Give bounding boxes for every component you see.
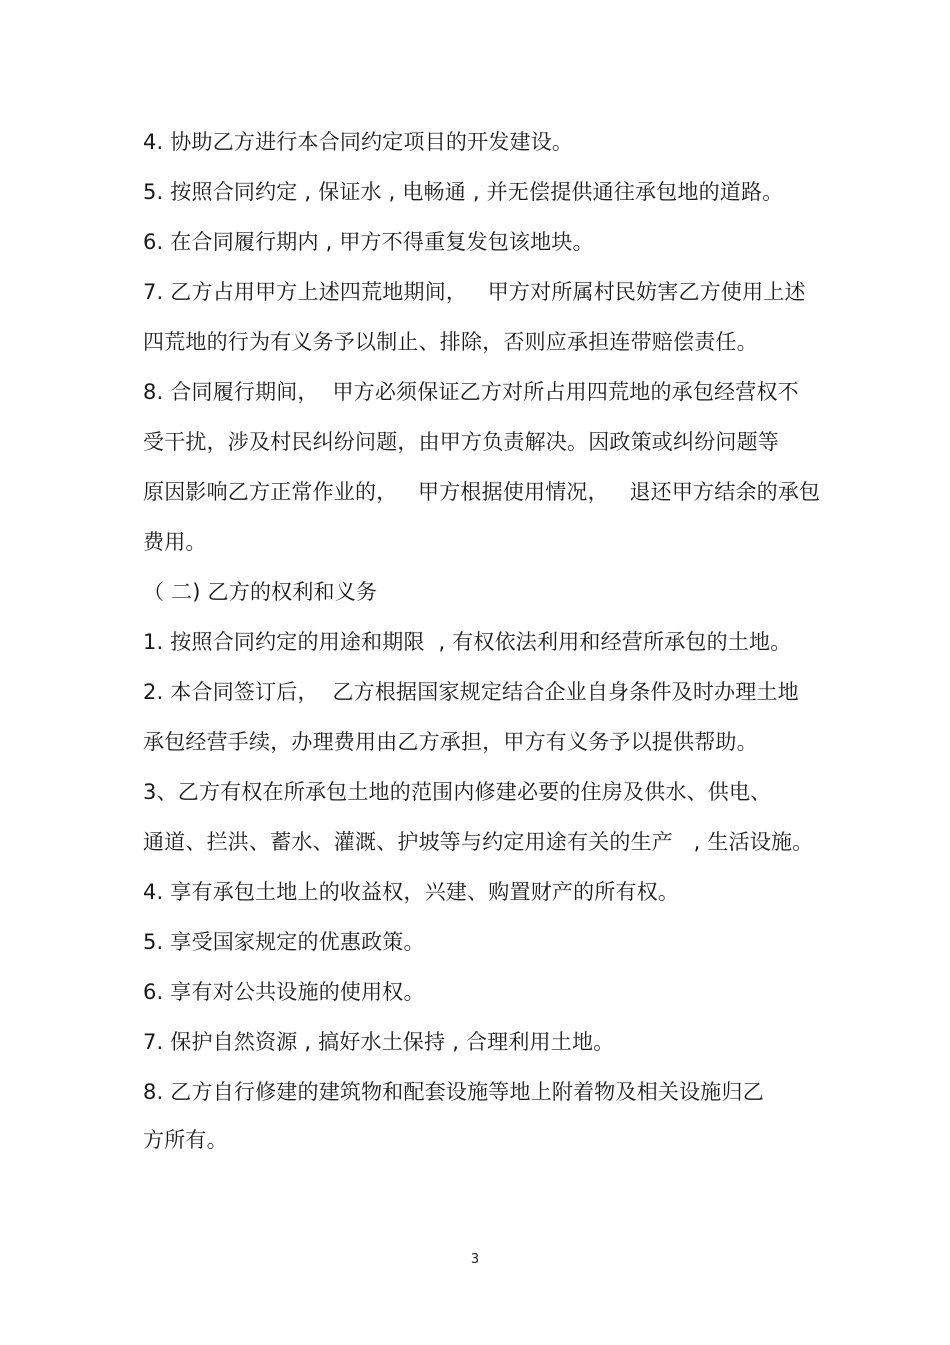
text-line: 4. 享有承包土地上的收益权，兴建、购置财产的所有权。 xyxy=(143,880,680,904)
section-heading: （ 二) 乙方的权利和义务 xyxy=(143,580,378,604)
text-line: 8. 合同履行期间， 甲方必须保证乙方对所占用四荒地的承包经营权不 xyxy=(143,380,799,404)
text-line: 7. 乙方占用甲方上述四荒地期间， 甲方对所属村民妨害乙方使用上述 xyxy=(143,280,806,304)
text-line: 6. 享有对公共设施的使用权。 xyxy=(143,980,425,1004)
text-line: 7. 保护自然资源 , 搞好水土保持 , 合理利用土地。 xyxy=(143,1030,615,1054)
text-line: 5. 按照合同约定 , 保证水 , 电畅通 , 并无偿提供通往承包地的道路。 xyxy=(143,180,784,204)
text-line: 8. 乙方自行修建的建筑物和配套设施等地上附着物及相关设施归乙 xyxy=(143,1080,764,1104)
text-line: 原因影响乙方正常作业的， 甲方根据使用情况， 退还甲方结余的承包 xyxy=(143,480,821,504)
text-line: 3、乙方有权在所承包土地的范围内修建必要的住房及供水、供电、 xyxy=(143,780,772,804)
text-line: 2. 本合同签订后， 乙方根据国家规定结合企业自身条件及时办理土地 xyxy=(143,680,799,704)
text-line: 受干扰，涉及村民纠纷问题，由甲方负责解决。因政策或纠纷问题等 xyxy=(143,430,779,454)
text-line: 4. 协助乙方进行本合同约定项目的开发建设。 xyxy=(143,130,574,154)
text-line: 方所有。 xyxy=(143,1128,228,1152)
text-line: 6. 在合同履行期内 , 甲方不得重复发包该地块。 xyxy=(143,230,594,254)
page-number: 3 xyxy=(470,1252,480,1267)
text-line: 1. 按照合同约定的用途和期限 , 有权依法利用和经营所承包的土地。 xyxy=(143,630,792,654)
text-line: 费用。 xyxy=(143,530,207,554)
text-line: 承包经营手续，办理费用由乙方承担，甲方有义务予以提供帮助。 xyxy=(143,730,758,754)
text-line: 四荒地的行为有义务予以制止、排除，否则应承担连带赔偿责任。 xyxy=(143,330,758,354)
text-line: 通道、拦洪、蓄水、灌溉、护坡等与约定用途有关的生产 , 生活设施。 xyxy=(143,830,814,854)
text-line: 5. 享受国家规定的优惠政策。 xyxy=(143,930,425,954)
